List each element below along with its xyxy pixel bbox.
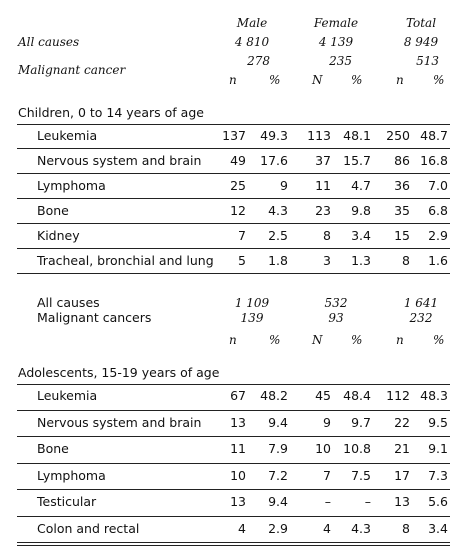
table-cell-male-n: 4 xyxy=(238,520,246,536)
table-cell-male-n: 67 xyxy=(230,388,246,403)
total-all-causes-2: 1 641 xyxy=(403,296,439,310)
table-cell-total-n: 13 xyxy=(394,494,410,509)
table-cell-male-n: 137 xyxy=(222,128,246,143)
table-cell-female-n: 45 xyxy=(315,388,331,403)
table-cell-total-pct: 7.3 xyxy=(428,467,448,483)
table-row-label: Nervous system and brain xyxy=(37,414,202,430)
table-cell-male-pct: 9 xyxy=(280,178,288,193)
table-cell-female-pct: 1.3 xyxy=(351,253,371,268)
male-all-causes-2: 1 109 xyxy=(234,296,270,310)
table-cell-male-pct: 2.9 xyxy=(268,520,288,536)
table-cell-female-pct: 48.1 xyxy=(343,128,371,143)
table-cell-male-n: 49 xyxy=(230,153,246,168)
table-cell-male-n: 13 xyxy=(230,414,246,430)
table-cell-total-pct: 1.6 xyxy=(428,253,448,268)
table-cell-female-pct: – xyxy=(364,494,371,509)
table-cell-male-pct: 9.4 xyxy=(268,494,288,509)
table-cell-total-pct: 9.1 xyxy=(428,441,448,456)
table-cell-female-n: 7 xyxy=(323,467,331,483)
table-cell-total-n: 36 xyxy=(394,178,410,193)
table-cell-female-n: 8 xyxy=(323,228,331,243)
female-malignant: 235 xyxy=(329,54,352,68)
table-row-label: Leukemia xyxy=(37,388,98,403)
column-header-male: Male xyxy=(236,16,268,30)
table-cell-total-pct: 9.5 xyxy=(428,414,448,430)
table-cell-total-n: 15 xyxy=(394,228,410,243)
table-cell-total-pct: 7.0 xyxy=(428,178,448,193)
unit-male-pct: % xyxy=(269,73,281,87)
table-cell-total-n: 8 xyxy=(402,253,410,268)
unit-female-pct: % xyxy=(351,73,363,87)
table-cell-male-n: 25 xyxy=(230,178,246,193)
table-cell-male-n: 11 xyxy=(230,441,246,456)
table-cell-male-n: 12 xyxy=(230,203,246,218)
table-cell-female-n: 10 xyxy=(315,441,331,456)
table-cell-male-pct: 48.2 xyxy=(260,388,288,403)
table-cell-female-pct: 7.5 xyxy=(351,467,371,483)
table-cell-total-n: 8 xyxy=(402,520,410,536)
table-cell-female-pct: 9.8 xyxy=(351,203,371,218)
total-malignant-2: 232 xyxy=(409,311,433,325)
table-cell-total-n: 21 xyxy=(394,441,410,456)
table-cell-male-n: 5 xyxy=(238,253,246,268)
row-divider xyxy=(17,173,450,174)
row-divider xyxy=(17,223,450,224)
table-row-label: Nervous system and brain xyxy=(37,153,202,168)
table-cell-female-n: 9 xyxy=(323,414,331,430)
table-row-label: Lymphoma xyxy=(37,467,106,483)
table-cell-female-pct: 4.7 xyxy=(351,178,371,193)
table-row-label: Bone xyxy=(37,441,69,456)
male-malignant: 278 xyxy=(247,54,270,68)
table-row-label: Kidney xyxy=(37,228,80,243)
unit-male-pct-2: % xyxy=(269,333,281,347)
row-divider xyxy=(17,542,450,543)
table-cell-female-pct: 3.4 xyxy=(351,228,371,243)
row-divider xyxy=(17,436,450,437)
malignant-cancers-label: Malignant cancers xyxy=(37,310,152,325)
table-cell-total-pct: 2.9 xyxy=(428,228,448,243)
row-divider xyxy=(17,489,450,490)
unit-female-n: N xyxy=(312,73,323,87)
table-row-label: Colon and rectal xyxy=(37,520,140,536)
table-cell-total-pct: 3.4 xyxy=(428,520,448,536)
table-cell-total-pct: 16.8 xyxy=(420,153,448,168)
row-divider xyxy=(17,198,450,199)
unit-female-pct-2: % xyxy=(351,333,363,347)
section-title-children: Children, 0 to 14 years of age xyxy=(18,105,204,120)
table-cell-female-pct: 4.3 xyxy=(351,520,371,536)
table-cell-male-pct: 1.8 xyxy=(268,253,288,268)
row-divider xyxy=(17,148,450,149)
table-cell-total-pct: 48.7 xyxy=(420,128,448,143)
table-cell-male-pct: 9.4 xyxy=(268,414,288,430)
section-title-adolescents: Adolescents, 15-19 years of age xyxy=(18,365,220,380)
total-malignant: 513 xyxy=(416,54,439,68)
table-row-label: Bone xyxy=(37,203,69,218)
male-all-causes: 4 810 xyxy=(234,35,270,49)
table-bottom-rule xyxy=(17,545,450,546)
table-row-label: Leukemia xyxy=(37,128,98,143)
table-cell-male-pct: 4.3 xyxy=(268,203,288,218)
section-divider xyxy=(17,124,450,125)
row-divider xyxy=(17,516,450,517)
table-cell-female-n: 11 xyxy=(315,178,331,193)
table-cell-female-n: 37 xyxy=(315,153,331,168)
female-all-causes-2: 532 xyxy=(324,296,348,310)
column-header-female: Female xyxy=(313,16,359,30)
table-cell-total-pct: 6.8 xyxy=(428,203,448,218)
malignant-cancer-label: Malignant cancer xyxy=(18,63,126,77)
table-cell-female-n: – xyxy=(324,494,331,509)
male-malignant-2: 139 xyxy=(240,311,264,325)
table-cell-female-n: 113 xyxy=(307,128,331,143)
table-cell-male-pct: 49.3 xyxy=(260,128,288,143)
table-cell-male-pct: 7.9 xyxy=(268,441,288,456)
table-cell-female-n: 4 xyxy=(323,520,331,536)
table-cell-total-pct: 5.6 xyxy=(428,494,448,509)
table-row-label: Testicular xyxy=(37,494,97,509)
table-cell-total-n: 35 xyxy=(394,203,410,218)
table-cell-female-pct: 10.8 xyxy=(343,441,371,456)
row-divider xyxy=(17,273,450,274)
table-cell-total-n: 22 xyxy=(394,414,410,430)
unit-total-n: n xyxy=(396,73,404,87)
unit-total-pct-2: % xyxy=(433,333,445,347)
table-cell-female-n: 23 xyxy=(315,203,331,218)
table-cell-total-n: 17 xyxy=(394,467,410,483)
table-cell-female-pct: 15.7 xyxy=(343,153,371,168)
table-cell-female-n: 3 xyxy=(323,253,331,268)
table-cell-total-n: 112 xyxy=(386,388,410,403)
table-cell-male-pct: 2.5 xyxy=(268,228,288,243)
table-row-label: Lymphoma xyxy=(37,178,106,193)
all-causes-label-2: All causes xyxy=(37,295,100,310)
section-divider xyxy=(17,384,450,385)
table-cell-total-pct: 48.3 xyxy=(420,388,448,403)
unit-male-n-2: n xyxy=(229,333,237,347)
table-cell-female-pct: 9.7 xyxy=(351,414,371,430)
row-divider xyxy=(17,463,450,464)
table-cell-total-n: 86 xyxy=(394,153,410,168)
all-causes-label: All causes xyxy=(18,35,80,49)
table-cell-male-pct: 17.6 xyxy=(260,153,288,168)
unit-total-pct: % xyxy=(433,73,445,87)
total-all-causes: 8 949 xyxy=(403,35,439,49)
table-cell-total-n: 250 xyxy=(386,128,410,143)
female-malignant-2: 93 xyxy=(328,311,344,325)
unit-total-n-2: n xyxy=(396,333,404,347)
row-divider xyxy=(17,248,450,249)
table-cell-male-n: 7 xyxy=(238,228,246,243)
unit-female-n-2: N xyxy=(312,333,323,347)
table-cell-female-pct: 48.4 xyxy=(343,388,371,403)
table-cell-male-n: 10 xyxy=(230,467,246,483)
unit-male-n: n xyxy=(229,73,237,87)
female-all-causes: 4 139 xyxy=(318,35,354,49)
table-cell-male-n: 13 xyxy=(230,494,246,509)
row-divider xyxy=(17,410,450,411)
table-row-label: Tracheal, bronchial and lung xyxy=(37,253,214,268)
table-cell-male-pct: 7.2 xyxy=(268,467,288,483)
column-header-total: Total xyxy=(405,16,437,30)
